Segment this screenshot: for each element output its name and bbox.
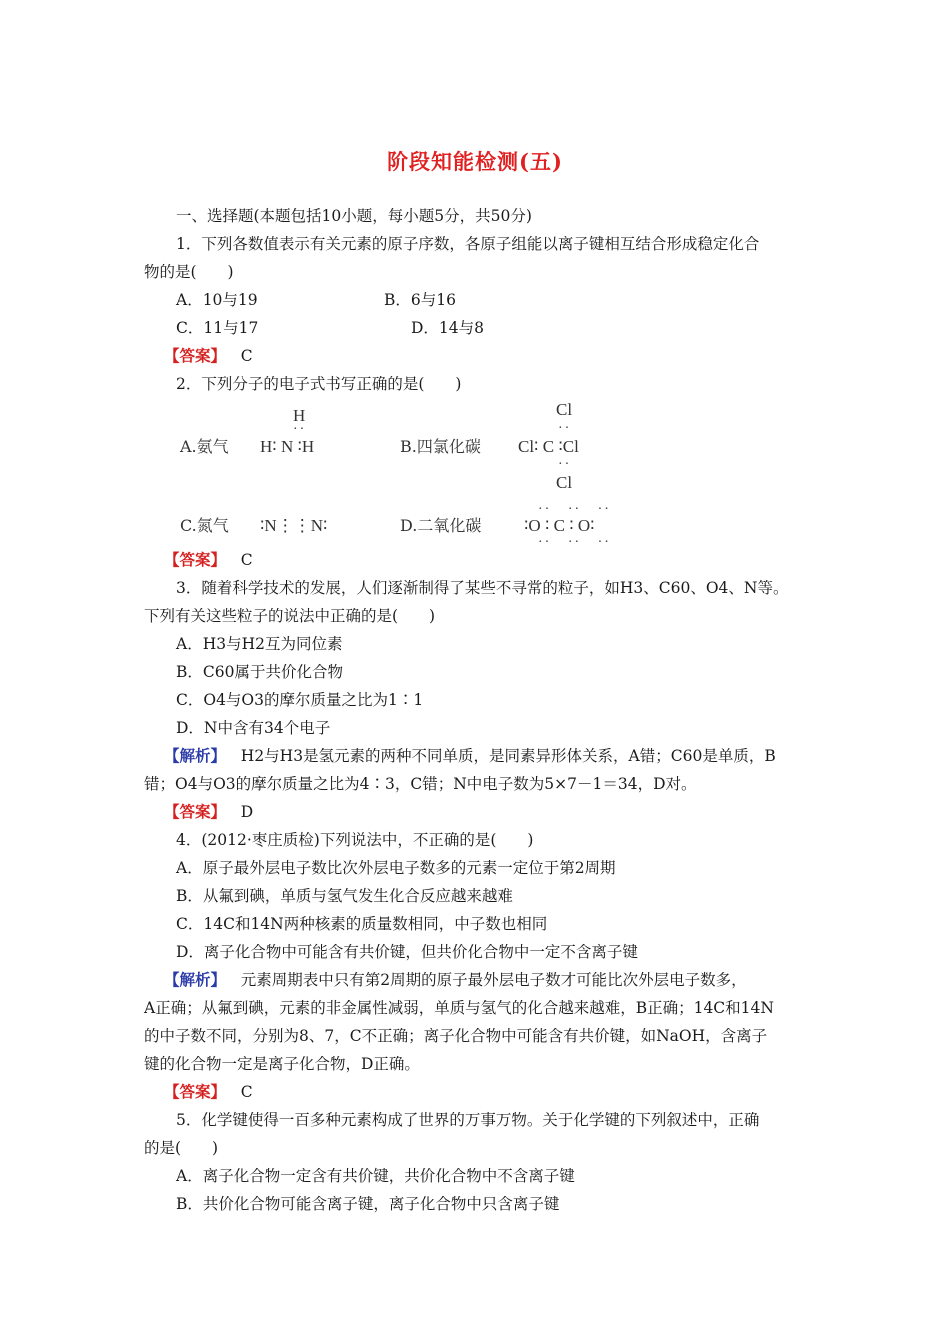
explanation-text: 元素周期表中只有第2周期的原子最外层电子数才可能比次外层电子数多， <box>240 971 747 989</box>
explain-tag: 【解析】 <box>164 746 227 765</box>
q2-option-a-label: A.氨气 <box>180 437 229 456</box>
q4-explanation-line2: A正确；从氟到碘，元素的非金属性减弱，单质与氢气的化合越来越难，B正确；14C和14N <box>144 999 774 1017</box>
answer-value: C <box>240 1083 253 1101</box>
q4-explanation-line3: 的中子数不同，分别为8、7，C不正确；离子化合物中可能含有共价键，如NaOH，含离子 <box>144 1027 768 1045</box>
answer-tag: 【答案】 <box>164 346 227 365</box>
q4-option-a: A．原子最外层电子数比次外层电子数多的元素一定位于第2周期 <box>176 859 616 877</box>
answer-tag: 【答案】 <box>164 1082 227 1101</box>
q2-option-c-formula: ∶N⋮⋮N∶ <box>260 516 328 535</box>
q3-option-a: A．H3与H2互为同位素 <box>176 635 343 653</box>
q1-option-d: D．14与8 <box>411 319 485 337</box>
q1-answer <box>164 346 253 366</box>
q3-option-b: B．C60属于共价化合物 <box>176 663 343 681</box>
q5-option-a: A．离子化合物一定含有共价键，共价化合物中不含离子键 <box>176 1167 575 1185</box>
q2-d-dots-bottom: ·· ·· ·· <box>538 535 611 550</box>
answer-value: D <box>240 803 254 821</box>
q2-option-d-formula: ∶O ∶ C ∶ O∶ <box>524 516 595 535</box>
q2-option-d-label: D.二氧化碳 <box>400 516 482 535</box>
q3-explanation-line2: 错；O4与O3的摩尔质量之比为4∶3，C错；N中电子数为5×7－1＝34，D对。 <box>144 775 697 793</box>
q2-option-b-label: B.四氯化碳 <box>400 437 481 456</box>
q3-option-c: C．O4与O3的摩尔质量之比为1∶1 <box>176 691 424 709</box>
q5-stem-line2: 的是( ) <box>144 1139 219 1157</box>
q2-option-c-label: C.氮气 <box>180 516 229 535</box>
section-heading: 一、选择题(本题包括10小题，每小题5分，共50分) <box>176 207 532 225</box>
q2-option-a-formula: H∶ N ∶H <box>260 437 315 456</box>
q3-option-d: D．N中含有34个电子 <box>176 719 331 737</box>
answer-tag: 【答案】 <box>164 802 227 821</box>
q2-a-dots: ·· <box>293 422 307 437</box>
q4-option-d: D．离子化合物中可能含有共价键，但共价化合物中一定不含离子键 <box>176 943 638 961</box>
q5-stem-line1: 5．化学键使得一百多种元素构成了世界的万事万物。关于化学键的下列叙述中，正确 <box>176 1111 760 1129</box>
q4-stem: 4．(2012·枣庄质检)下列说法中，不正确的是( ) <box>176 831 534 849</box>
q2-b-dots-top: ·· <box>558 421 572 436</box>
q1-stem-line1: 1．下列各数值表示有关元素的原子序数，各原子组能以离子键相互结合形成稳定化合 <box>176 235 760 253</box>
explain-tag: 【解析】 <box>164 970 227 989</box>
q1-option-b: B．6与16 <box>384 291 456 309</box>
q3-explanation-line1 <box>164 746 776 766</box>
q4-explanation-line1 <box>164 970 747 990</box>
explanation-text: H2与H3是氢元素的两种不同单质，是同素异形体关系，A错；C60是单质，B <box>240 747 776 765</box>
q1-option-c: C．11与17 <box>176 319 259 337</box>
answer-tag: 【答案】 <box>164 550 227 569</box>
answer-value: C <box>240 551 253 569</box>
answer-value: C <box>240 347 253 365</box>
q2-b-top-cl: Cl <box>556 400 573 419</box>
q2-b-bottom-cl: Cl <box>556 473 573 492</box>
q3-stem-line1: 3．随着科学技术的发展，人们逐渐制得了某些不寻常的粒子，如H3、C60、O4、N等。 <box>176 579 789 597</box>
q5-option-b: B．共价化合物可能含离子键，离子化合物中只含离子键 <box>176 1195 560 1213</box>
q1-option-a: A．10与19 <box>176 291 258 309</box>
q1-stem-line2: 物的是( ) <box>144 263 234 281</box>
q2-d-dots-top: ·· ·· ·· <box>538 502 611 517</box>
q2-stem: 2．下列分子的电子式书写正确的是( ) <box>176 375 462 393</box>
q4-answer <box>164 1082 253 1102</box>
q4-option-b: B．从氟到碘，单质与氢气发生化合反应越来越难 <box>176 887 513 905</box>
q2-b-dots-bottom: ·· <box>558 457 572 472</box>
q2-a-top-h: H <box>293 406 306 425</box>
q4-option-c: C．14C和14N两种核素的质量数相同，中子数也相同 <box>176 915 548 933</box>
q2-answer <box>164 550 253 570</box>
q3-stem-line2: 下列有关这些粒子的说法中正确的是( ) <box>144 607 436 625</box>
q4-explanation-line4: 键的化合物一定是离子化合物，D正确。 <box>144 1055 420 1073</box>
q3-answer <box>164 802 253 822</box>
page-title: 阶段知能检测(五) <box>387 149 563 174</box>
q2-option-b-formula: Cl∶ C ∶Cl <box>518 437 579 456</box>
